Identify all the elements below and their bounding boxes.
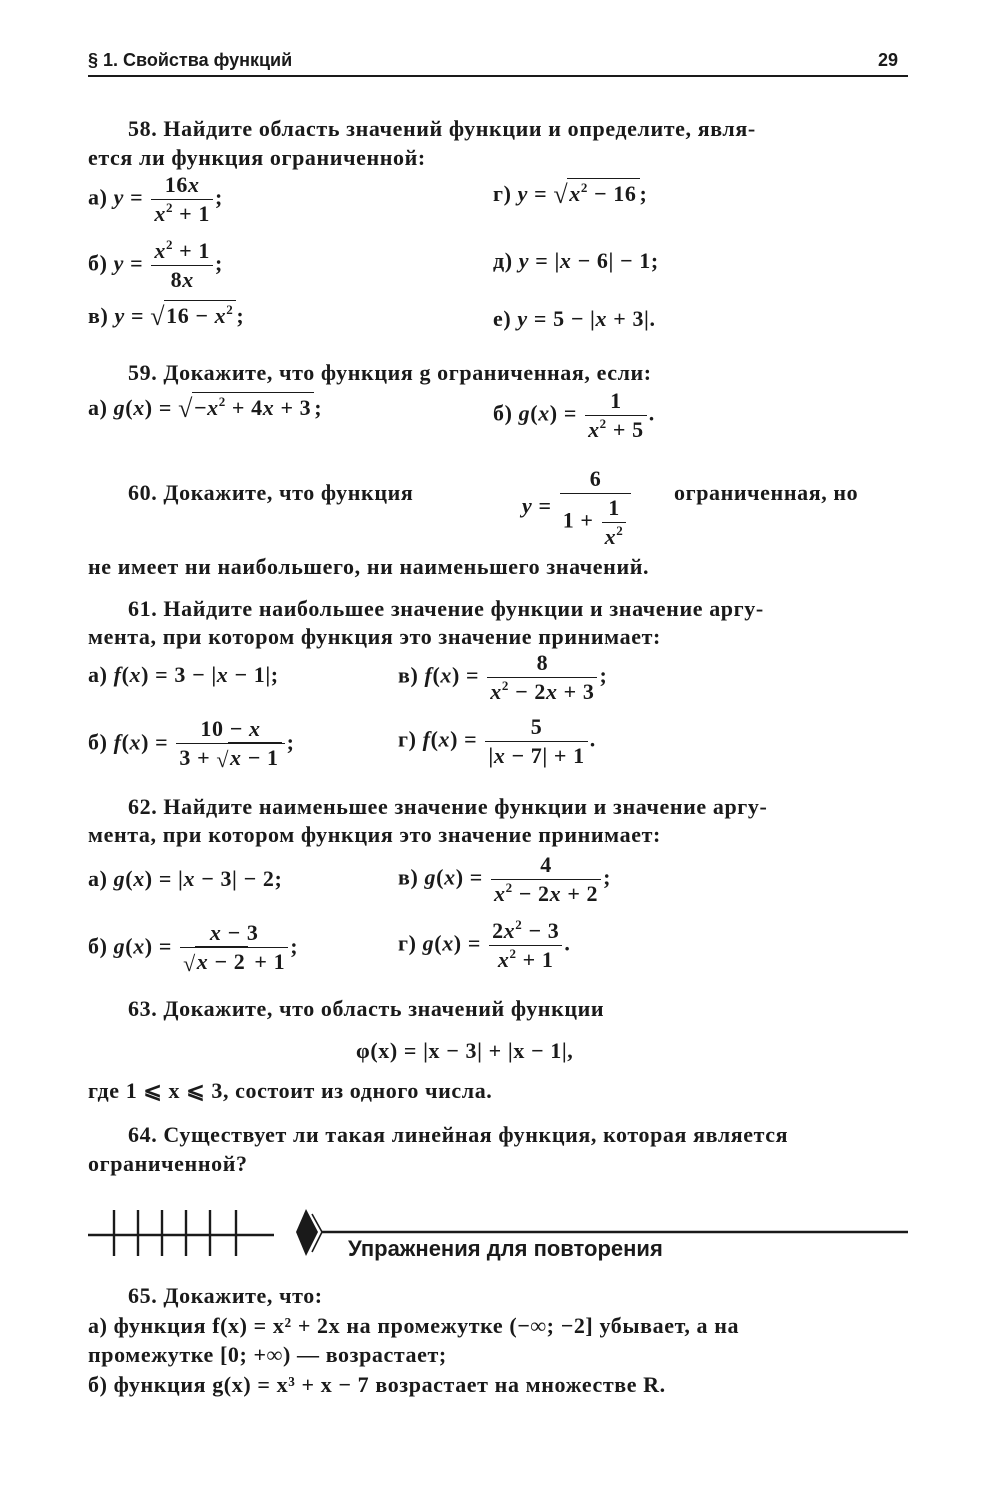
problem-64-line2: ограниченной? xyxy=(88,1151,248,1176)
problem-58-d: д) y = |x − 6| − 1; xyxy=(493,248,659,273)
problem-60-intro-tail: ограниченная, но xyxy=(674,480,859,505)
problem-62-intro-line2: мента, при котором функция это значение принимает: xyxy=(88,822,661,847)
problem-60-formula: y = 6 1 + $\frac{1}{x^2}$ xyxy=(522,466,633,550)
problem-58-a: а) y = $\frac{16x}{x^2 + 1}$ ; xyxy=(88,172,223,226)
section-title: Упражнения для повторения xyxy=(348,1236,663,1261)
problem-58-e: е) y = 5 − |x + 3|. xyxy=(493,306,656,331)
problem-63-intro: 63. Докажите, что область значений функции xyxy=(128,996,605,1021)
problem-61-g: г) f(x) = $\frac{5}{|x - 7| + 1}$ . xyxy=(398,714,596,768)
problem-60-line2: не имеет ни наибольшего, ни наименьшего значений. xyxy=(88,554,650,579)
problem-63-formula: φ(x) = |x − 3| + |x − 1|, xyxy=(356,1038,574,1063)
problem-65-intro: 65. Докажите, что: xyxy=(128,1283,323,1308)
problem-59-b: б) g(x) = $\frac{1}{x^2 + 5}$ . xyxy=(493,388,655,442)
problem-61-a: а) f(x) = 3 − |x − 1|; xyxy=(88,662,279,687)
problem-62-b: б) g(x) = $\frac{x - 3}{√x - 2 + 1}$ ; xyxy=(88,920,299,976)
problem-61-intro-line2: мента, при котором функция это значение принимает: xyxy=(88,624,661,649)
problem-58-b: б) y = $\frac{x^2 + 1}{8x}$ ; xyxy=(88,237,223,292)
problem-59-a: а) $g(x) = √-x^2 + 4x + 3$ ; xyxy=(88,394,323,423)
problem-61-b: б) f(x) = $\frac{10 - x}{3 + √x - 1}$ ; xyxy=(88,716,295,772)
problem-59-intro: 59. Докажите, что функция g ограниченная, если: xyxy=(128,360,652,385)
problem-62-v: в) g(x) = $\frac{4}{x^2 - 2x + 2}$ ; xyxy=(398,852,612,906)
problem-65-a-line1: а) функция f(x) = x² + 2x на промежутке (−∞; −2] убывает, а на xyxy=(88,1313,740,1338)
problem-58-v: в) $y = √16 - x^2$ ; xyxy=(88,302,245,331)
problem-60-intro: 60. Докажите, что функция xyxy=(128,480,414,505)
problem-63-tail: где 1 ⩽ x ⩽ 3, состоит из одного числа. xyxy=(88,1078,493,1103)
running-header: § 1. Свойства функций xyxy=(88,50,293,70)
problem-61-intro-line1: 61. Найдите наибольшее значение функции и значение аргу- xyxy=(128,596,764,621)
header-rule xyxy=(88,75,908,77)
problem-62-g: г) g(x) = $\frac{2x^2 - 3}{x^2 + 1}$ . xyxy=(398,917,571,972)
problem-65-a-line2: промежутке [0; +∞) — возрастает; xyxy=(88,1342,447,1367)
problem-64-line1: 64. Существует ли такая линейная функция, которая является xyxy=(128,1122,789,1147)
page-number: 29 xyxy=(878,50,899,70)
problem-58-intro-line2: ется ли функция ограниченной: xyxy=(88,145,426,170)
problem-62-intro-line1: 62. Найдите наименьшее значение функции и значение аргу- xyxy=(128,794,768,819)
problem-58-g: г) $y = √x^2 - 16$ ; xyxy=(493,180,648,209)
problem-65-b: б) функция g(x) = x³ + x − 7 возрастает на множестве R. xyxy=(88,1372,666,1397)
problem-62-a: а) g(x) = |x − 3| − 2; xyxy=(88,866,283,891)
problem-58-intro-line1: 58. Найдите область значений функции и определите, явля- xyxy=(128,116,756,141)
problem-61-v: в) f(x) = $\frac{8}{x^2 - 2x + 3}$ ; xyxy=(398,650,608,704)
